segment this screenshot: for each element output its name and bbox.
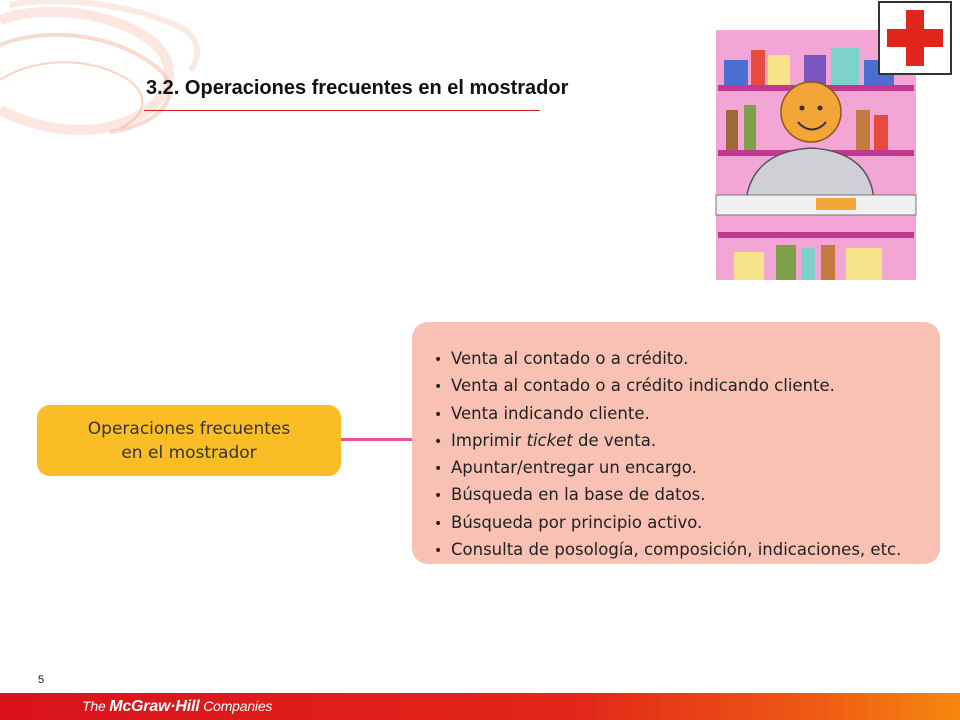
operation-item: • Búsqueda por principio activo. xyxy=(434,510,930,537)
bullet-icon: • xyxy=(434,379,443,396)
page-number: 5 xyxy=(38,674,45,686)
logo-companies: Companies xyxy=(203,698,273,714)
mindmap-connector xyxy=(341,438,414,441)
slide-title: 3.2. Operaciones frecuentes en el mostrador xyxy=(146,77,569,99)
operations-list xyxy=(434,346,930,564)
root-label-line1: Operaciones frecuentes xyxy=(87,418,291,439)
bullet-icon: • xyxy=(434,488,443,505)
title-underline xyxy=(144,110,540,111)
decorative-swirl xyxy=(0,0,200,140)
pharmacist-illustration xyxy=(706,0,956,285)
bullet-icon: • xyxy=(434,433,443,450)
publisher-logo xyxy=(82,698,272,716)
bullet-icon: • xyxy=(434,543,443,560)
mindmap-root-node xyxy=(37,405,341,476)
bullet-icon: • xyxy=(434,515,443,532)
bullet-icon: • xyxy=(434,461,443,478)
footer-bar xyxy=(0,693,960,720)
operation-item: • Consulta de posología, composición, indicaciones, etc. xyxy=(434,537,930,564)
bullet-icon: • xyxy=(434,406,443,423)
operations-box xyxy=(412,322,940,564)
logo-the: The xyxy=(82,698,106,714)
operation-item: • Venta al contado o a crédito indicando cliente. xyxy=(434,373,930,400)
operation-item: • Venta indicando cliente. xyxy=(434,401,930,428)
operation-item: • Búsqueda en la base de datos. xyxy=(434,482,930,509)
operation-item: • Apuntar/entregar un encargo. xyxy=(434,455,930,482)
logo-brand: McGraw·Hill xyxy=(109,698,200,715)
operation-item: • Venta al contado o a crédito. xyxy=(434,346,930,373)
root-label-line2: en el mostrador xyxy=(121,442,257,463)
bullet-icon: • xyxy=(434,352,443,368)
operation-item: • Imprimir ticket de venta. xyxy=(434,428,930,455)
